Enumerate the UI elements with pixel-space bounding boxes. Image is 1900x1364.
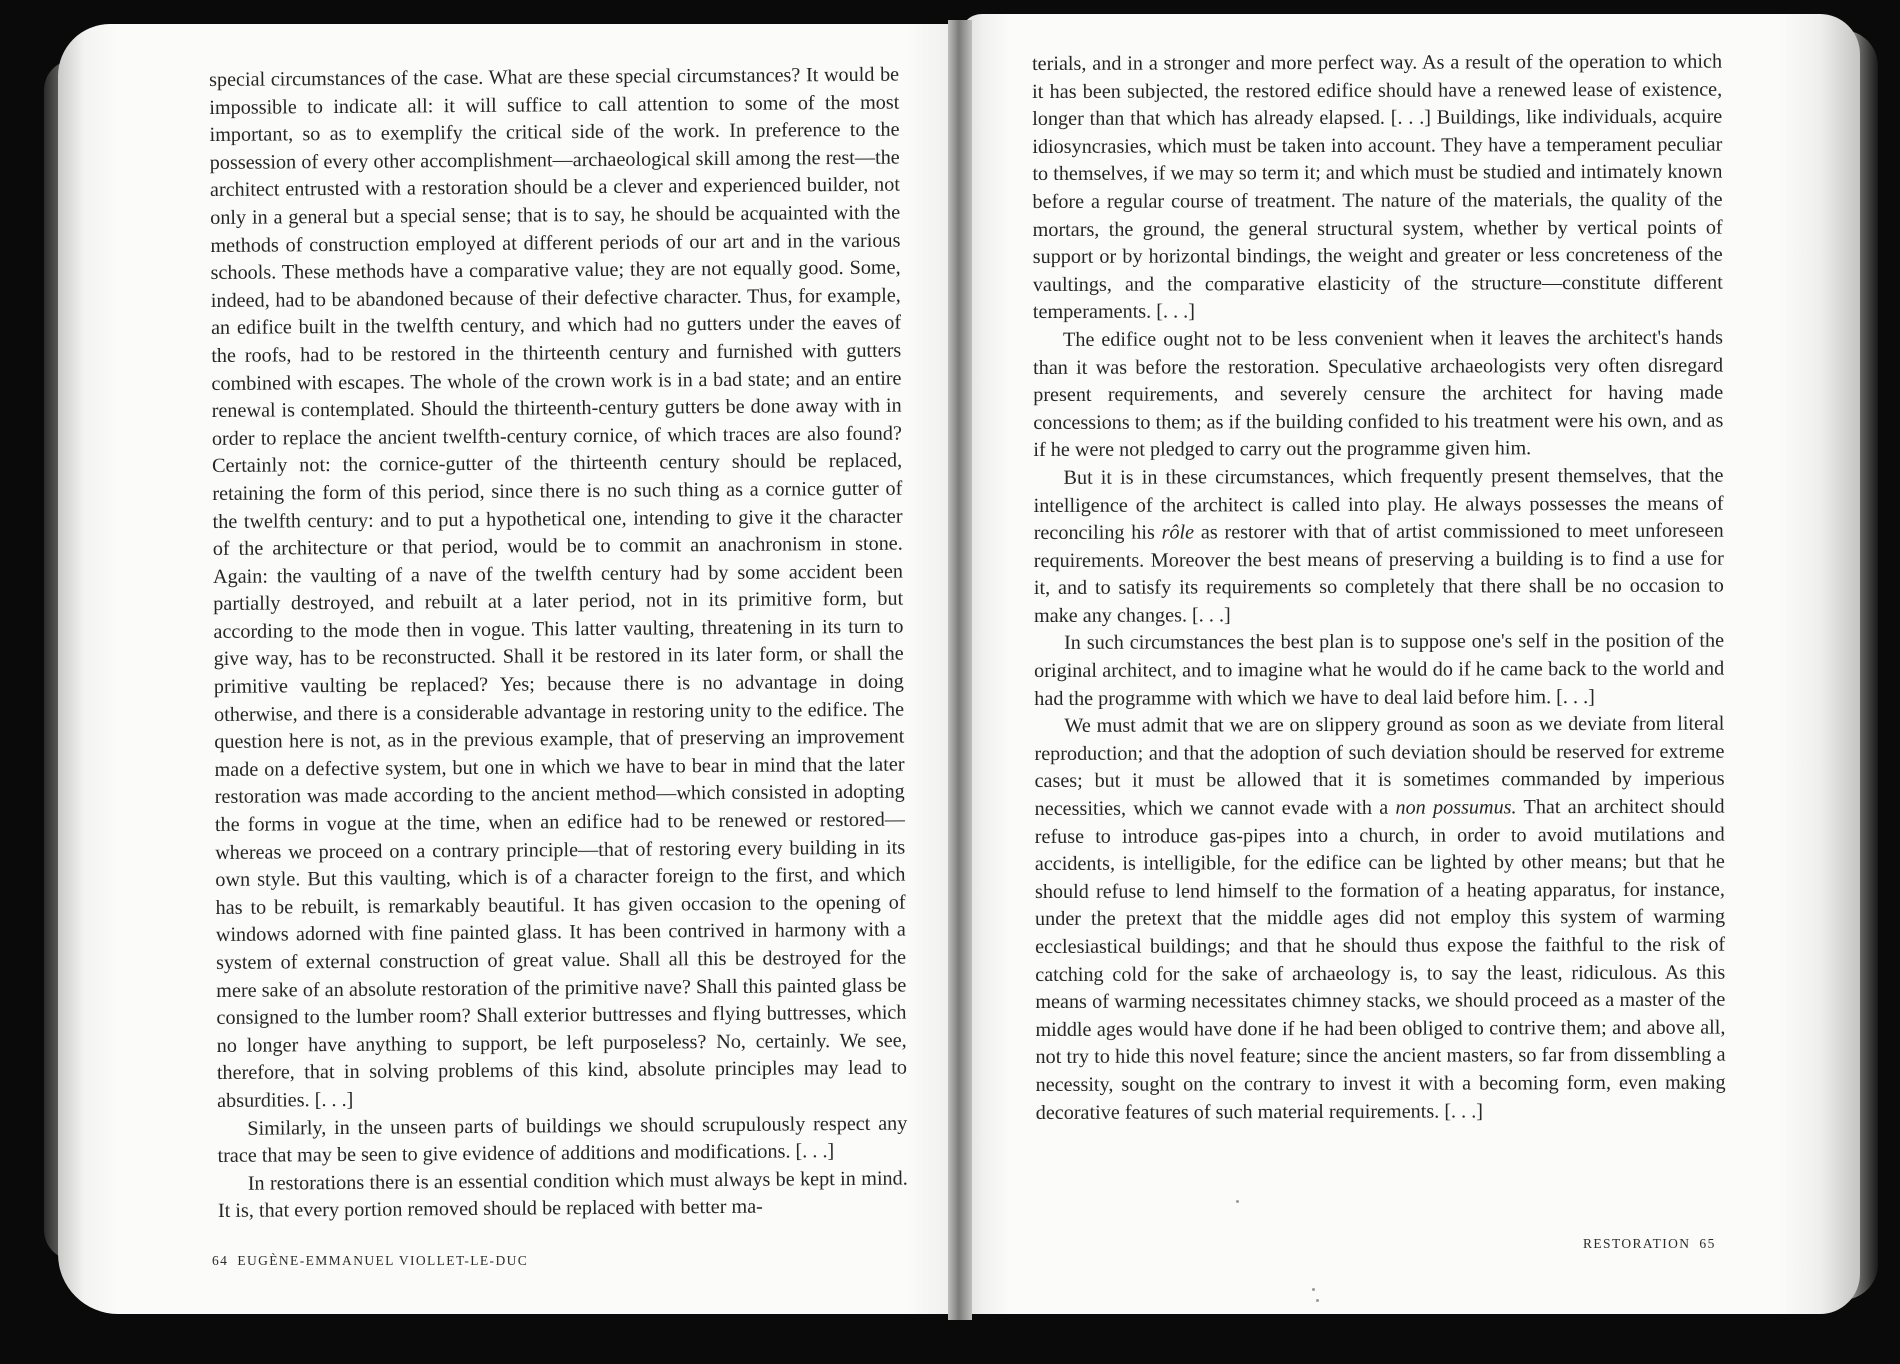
right-page-body-text [1032, 49, 1726, 1128]
scan-speck [1236, 1200, 1239, 1203]
body-paragraph [209, 62, 907, 1116]
italic-term: rôle [1161, 521, 1195, 544]
text-run: Similarly, in the unseen parts of buildings we should scrupulously respect any trace that may be seen to give evidence of additions and modifications. [. . .] [217, 1112, 908, 1168]
body-paragraph [1033, 325, 1723, 465]
body-paragraph [1032, 49, 1723, 327]
page-number: 64 [212, 1253, 229, 1268]
running-footer-author: EUGÈNE-EMMANUEL VIOLLET-LE-DUC [237, 1253, 529, 1268]
text-run: terials, and in a stronger and more perfect way. As a result of the operation to which it has been subjected, the restored edifice should have a renewed lease of existence, longer than that which has already elapsed. [. . .] Buildings, like individuals, acquire idiosyncrasies, which must be taken into account. They have a temperament peculiar to themselves, if we may so term it; and which must be studied and intimately known before a regular course of treatment. The nature of the materials, the quality of the mortars, the ground, the general structural system, whether by vertical points of support or by horizontal bindings, the weight and greater or less concreteness of the vaultings, and the comparative elasticity of the structure—constitute different temperaments. [. . .] [1032, 50, 1723, 324]
text-run: The edifice ought not to be less convenient when it leaves the architect's hands than it was before the restoration. Speculative archaeologists very often disregard present requirements, and severely censure the architect for having made concessions to them; as if the building confided to his treatment were his own, and as if he were not pledged to carry out the programme given him. [1033, 326, 1724, 462]
running-footer-title: RESTORATION [1583, 1236, 1691, 1251]
body-paragraph [1034, 628, 1724, 713]
text-run: In restorations there is an essential condition which must always be kept in mind. It is, that every portion removed should be replaced with better ma- [217, 1167, 908, 1223]
left-page-body-text [209, 62, 908, 1226]
body-paragraph [1034, 711, 1725, 1127]
text-run: special circumstances of the case. What are these special circumstances? It would be impossible to indicate all: it will suffice to call attention to some of the most important, so as to exemplify the critical side of the work. In preference to the possession of every other accomplishment—archaeological skill among the rest—the architect entrusted with a restoration should be a clever and experienced builder, not only in a general but a special sense; that is to say, he should be acquainted with the methods of construction employed at different periods of our art and in the various schools. These methods have a comparative value; they are not equally good. Some, indeed, had to be abandoned because of their defective character. Thus, for example, an edifice built in the twelfth century, and which had no gutters under the eaves of the roofs, had to be restored in the thirteenth century and furnished with gutters combined with escapes. The whole of the crown work is in a bad state; and an entire renewal is contemplated. Should the thirteenth-century gutters be done away with in order to replace the ancient twelfth-century cornice, of which traces are also found? Certainly not: the cornice-gutter of the thirteenth century should be replaced, retaining the form of this period, since there is no such thing as a cornice gutter of the twelfth century: and to put a hypothetical one, intending to give it the character of the architecture or that period, would be to commit an anachronism in stone. Again: the vaulting of a nave of the twelfth century had by some accident been partially destroyed, and rebuilt at a later period, not in its primitive form, but according to the mode then in vogue. This latter vaulting, threatening in its turn to give way, has to be reconstructed. Shall it be restored in its later form, or shall the primitive vaulting be replaced? Yes; because there is no advantage in doing otherwise, and there is a considerable advantage in restoring unity to the edifice. The question here is not, as in the previous example, that of preserving an improvement made on a defective system, but one in which we have to bear in mind that the later restoration was made according to the ancient method—which consisted in adopting the forms in vogue at the time, when an edifice had to be renewed or restored—whereas we proceed on a contrary principle—that of restoring every building in its own style. But this vaulting, which is of a character foreign to the first, and which has to be rebuilt, is remarkably beautiful. It has given occasion to the opening of windows adorned with fine painted glass. It has been contrived in harmony with a system of external construction of great value. Shall all this be destroyed for the mere sake of an absolute restoration of the primitive nave? Shall this painted glass be consigned to the lumber room? Shall exterior buttresses and flying buttresses, which no longer have anything to support, be left purposeless? No, certainly. We see, therefore, that in solving problems of this kind, absolute principles may lead to absurdities. [. . .] [209, 63, 907, 1112]
text-run: In such circumstances the best plan is to suppose one's self in the position of the original architect, and to imagine what he would do if he came back to the world and had the programme with which we have to deal laid before him. [. . .] [1034, 630, 1725, 710]
italic-term: non possumus. [1395, 796, 1517, 819]
right-page-footer [1583, 1236, 1716, 1252]
scan-speck [1316, 1299, 1319, 1302]
page-number: 65 [1699, 1236, 1716, 1251]
book-gutter [948, 20, 972, 1320]
left-page-footer [212, 1253, 528, 1269]
body-paragraph [218, 1165, 908, 1226]
scan-speck [1312, 1288, 1315, 1291]
body-paragraph [1033, 462, 1724, 630]
text-run: That an architect should refuse to introduce gas-pipes into a church, in order to avoid mutilations and accidents, is intelligible, for the edifice can be lighted by other means; but that he should refuse to lend himself to the formation of a heating apparatus, for instance, under the pretext that the middle ages did not employ this system of warming ecclesiastical buildings; and that he should thus expose the faithful to the risk of catching cold for the sake of archaeology is, to say the least, ridiculous. As this means of warming necessitates chimney stacks, we should proceed as a master of the middle ages would have done if he had been obliged to contrive them; and above all, not try to hide this novel feature; since the ancient masters, so far from dissembling a necessity, sought on the contrary to invest it with a becoming form, even making decorative features of such material requirements. [. . .] [1034, 795, 1726, 1124]
text-run: But it is in these circumstances, which frequently present themselves, that the intelligence of the architect is called into play. He always possesses the means of reconciling his [1033, 464, 1724, 545]
text-run: as restorer with that of artist commissioned to meet unforeseen requirements. Moreover the best means of preserving a building is to find a use for it, and to satisfy its requirements so completely that there shall be no occasion to make any changes. [. . .] [1033, 519, 1724, 627]
body-paragraph [217, 1110, 907, 1171]
text-run: We must admit that we are on slippery ground as soon as we deviate from literal reproduction; and that the adoption of such deviation should be reserved for extreme cases; but it must be allowed that it is sometimes commanded by imperious necessities, which we cannot evade with a [1034, 712, 1725, 821]
